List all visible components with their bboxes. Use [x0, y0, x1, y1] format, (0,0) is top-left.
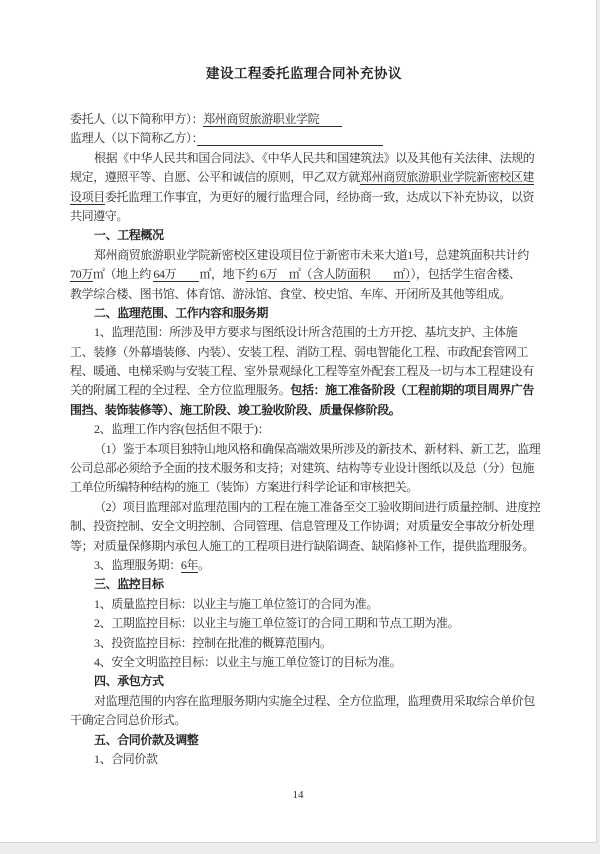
- text-run: 公司总部必须给予全面的技术服务和支持；对建筑、结构等专业设计图纸以及总（分）包施: [70, 461, 535, 476]
- doc-line: [70, 401, 538, 420]
- doc-line: [70, 285, 538, 304]
- text-run: 监理人（以下简称乙方）：: [70, 131, 198, 146]
- doc-line: [70, 362, 538, 381]
- underlined-run: [197, 131, 383, 146]
- doc-line: [70, 459, 538, 478]
- text-run: （1）鉴于本项目独特山地风格和确保高端效果所涉及的新技术、新材料、新工艺，监理: [94, 441, 541, 456]
- text-run: 干确定合同总价形式。: [70, 713, 187, 728]
- text-run: 等；对质量保修期内承包人施工的工程项目进行缺陷调查、缺陷修补工作，提供监理服务。: [70, 538, 535, 553]
- text-run: 3、投资监控目标：控制在批准的概算范围内。: [94, 635, 332, 650]
- section-heading: [70, 731, 538, 750]
- underlined-run: 郑州商贸旅游职业学院: [203, 112, 343, 126]
- doc-line: [70, 381, 538, 400]
- section-heading: [70, 226, 538, 245]
- text-run: 围挡、装饰装修等）、施工阶段、竣工验收阶段、质量保修阶段。: [70, 402, 401, 417]
- doc-line: [70, 110, 538, 129]
- text-run: 程、暖通、电梯采购与安装工程、室外景观绿化工程等室外配套工程及一切与本工程建设有: [70, 364, 535, 379]
- doc-line: [70, 420, 538, 439]
- text-run: ），包括学生宿舍楼、: [410, 267, 521, 282]
- text-run: 三、监控目标: [94, 577, 164, 592]
- doc-line: [70, 692, 538, 711]
- text-run: 根据《中华人民共和国合同法》、《中华人民共和国建筑法》以及其他有关法律、法规的: [94, 150, 535, 165]
- doc-line: [70, 323, 538, 342]
- text-run: （2）项目监理部对监理范围内的工程在施工准备至交工验收期间进行质量控制、进度控: [94, 499, 541, 514]
- text-run: 共同遵守。: [70, 208, 129, 223]
- text-run: 制、投资控制、安全文明控制、合同管理、信息管理及工作协调；对质量安全事故分析处理: [70, 519, 535, 534]
- underlined-run: 70万: [70, 267, 93, 282]
- doc-line: [70, 556, 538, 575]
- underlined-run: 约 6万 ㎡（含人防面积 ㎡）: [245, 267, 411, 282]
- underlined-run: 6年: [180, 557, 199, 572]
- section-heading: [70, 575, 538, 594]
- section-heading: [70, 672, 538, 691]
- text-run: 委托监理工作事宜，为更好的履行监理合同，经协商一致，达成以下补充协议，以资: [104, 189, 535, 204]
- doc-line: [70, 149, 538, 168]
- text-run: 工单位所编特种结构的施工（装饰）方案进行科学论证和审核把关。: [70, 480, 419, 495]
- text-run: 2、监理工作内容(包括但不限于)：: [94, 422, 270, 437]
- underlined-run: 郑州商贸旅游职业学院新密校区建: [360, 170, 535, 185]
- doc-line: [70, 343, 538, 362]
- text-run: 包括：施工准备阶段（工程前期的项目周界广告: [290, 383, 535, 398]
- text-run: 3、监理服务期：: [94, 557, 181, 572]
- doc-line: [70, 265, 538, 284]
- doc-line: [70, 478, 538, 497]
- text-run: 五、合同价款及调整: [94, 732, 199, 747]
- doc-line: [70, 207, 538, 226]
- text-run: 对监理范围的内容在监理服务期内实施全过程、全方位监理，监理费用采取综合单价包: [94, 693, 535, 708]
- doc-line: [70, 750, 538, 769]
- text-run: 1、合同价款: [94, 751, 158, 766]
- doc-line: [70, 246, 538, 265]
- doc-line: [70, 634, 538, 653]
- doc-line: [70, 653, 538, 672]
- text-run: 1、质量监控目标：以业主与施工单位签订的合同为准。: [94, 596, 379, 611]
- text-run: ㎡（地上约: [92, 267, 154, 282]
- text-run: 规定，遵照平等、自愿、公平和诚信的原则，甲乙双方就: [70, 170, 361, 185]
- text-run: 委托人（以下简称甲方）：: [70, 112, 204, 126]
- doc-line: [70, 440, 541, 459]
- doc-line: [70, 168, 538, 187]
- doc-title: 建设工程委托监理合同补充协议: [206, 66, 402, 81]
- doc-line: [70, 498, 541, 517]
- text-run: 关的附属工程的全过程、全方位监理服务。: [70, 383, 291, 398]
- page-number: 14: [292, 789, 304, 801]
- text-run: 一、工程概况: [94, 228, 164, 243]
- text-run: 4、安全文明监控目标：以业主与施工单位签订的目标为准。: [94, 654, 402, 669]
- text-run: 教学综合楼、图书馆、体育馆、游泳馆、食堂、校史馆、车库、开闭所及其他等组成。: [70, 286, 511, 301]
- doc-line: [70, 188, 538, 207]
- text-run: 郑州商贸旅游职业学院新密校区建设项目位于新密市未来大道1号，总建筑面积共计约: [94, 247, 529, 262]
- doc-line: [70, 517, 538, 536]
- document-content: [70, 64, 541, 769]
- section-heading: [70, 304, 538, 323]
- doc-line: [70, 711, 538, 730]
- text-run: 工、装修（外幕墙装修、内装）、安装工程、消防工程、弱电智能化工程、市政配套管网工: [70, 344, 529, 359]
- doc-line: [70, 537, 538, 556]
- doc-line: [70, 129, 538, 148]
- underlined-run: 设项目: [70, 189, 105, 204]
- doc-line: [70, 595, 538, 614]
- text-run: 。: [198, 557, 210, 572]
- text-run: ㎡，地下: [199, 267, 246, 282]
- text-run: 四、承包方式: [94, 674, 164, 689]
- text-run: 1、监理范围：所涉及甲方要求与图纸设计所含范围的土方开挖、基坑支护、主体施: [94, 325, 518, 340]
- underlined-run: 64万: [153, 267, 200, 282]
- doc-line: [70, 614, 538, 633]
- text-run: 2、工期监控目标：以业主与施工单位签订的合同工期和节点工期为准。: [94, 616, 460, 631]
- text-run: 二、监理范围、工作内容和服务期: [94, 305, 269, 320]
- document-body: [70, 110, 541, 769]
